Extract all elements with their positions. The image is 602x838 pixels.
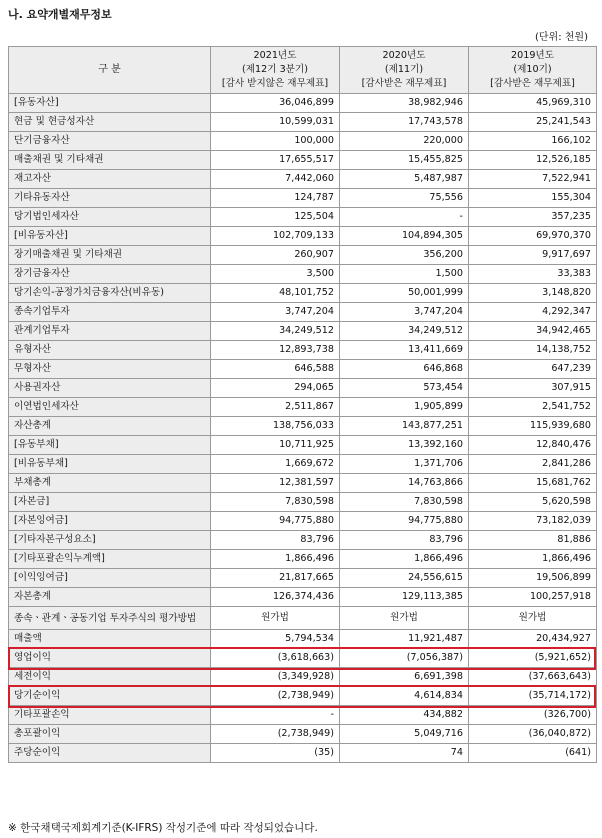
row-label: [자본금] — [9, 493, 211, 512]
row-value: (326,700) — [469, 706, 597, 725]
row-value: 125,504 — [211, 208, 340, 227]
row-value: 2,511,867 — [211, 398, 340, 417]
row-value: 69,970,370 — [469, 227, 597, 246]
row-value: 13,392,160 — [340, 436, 469, 455]
header-col-year: 2020년도 — [382, 50, 426, 61]
row-value: 260,907 — [211, 246, 340, 265]
table-row — [9, 649, 597, 668]
row-value: 21,817,665 — [211, 569, 340, 588]
row-value: 11,921,487 — [340, 630, 469, 649]
row-value: - — [340, 208, 469, 227]
header-col-period: (제12기 3분기) — [242, 64, 308, 75]
row-value: 48,101,752 — [211, 284, 340, 303]
table-row — [9, 607, 597, 630]
row-value: 원가법 — [340, 607, 469, 630]
row-value: 19,506,899 — [469, 569, 597, 588]
table-row — [9, 94, 597, 113]
row-label: [비유동부채] — [9, 455, 211, 474]
row-label: 기타유동자산 — [9, 189, 211, 208]
row-value: 24,556,615 — [340, 569, 469, 588]
row-label: 유형자산 — [9, 341, 211, 360]
row-value: 1,866,496 — [340, 550, 469, 569]
row-value: 166,102 — [469, 132, 597, 151]
row-value: (3,618,663) — [211, 649, 340, 668]
row-value: 원가법 — [469, 607, 597, 630]
row-value: 17,743,578 — [340, 113, 469, 132]
row-value: 1,866,496 — [211, 550, 340, 569]
row-value: (5,921,652) — [469, 649, 597, 668]
row-value: 13,411,669 — [340, 341, 469, 360]
row-value: 12,381,597 — [211, 474, 340, 493]
unit-label: (단위: 천원) — [535, 32, 588, 43]
row-value: 129,113,385 — [340, 588, 469, 607]
row-value: 3,148,820 — [469, 284, 597, 303]
table-row — [9, 113, 597, 132]
row-label: [비유동자산] — [9, 227, 211, 246]
table-row — [9, 725, 597, 744]
row-value: 45,969,310 — [469, 94, 597, 113]
row-label: 주당순이익 — [9, 744, 211, 763]
row-label: 기타포괄손익 — [9, 706, 211, 725]
header-col-2019 — [469, 47, 597, 94]
table-row — [9, 303, 597, 322]
row-value: 25,241,543 — [469, 113, 597, 132]
row-label: 재고자산 — [9, 170, 211, 189]
row-value: 647,239 — [469, 360, 597, 379]
row-value: 20,434,927 — [469, 630, 597, 649]
row-value: 104,894,305 — [340, 227, 469, 246]
row-label: [기타포괄손익누계액] — [9, 550, 211, 569]
row-label: [이익잉여금] — [9, 569, 211, 588]
row-value: 3,500 — [211, 265, 340, 284]
row-value: 1,500 — [340, 265, 469, 284]
row-label: 관계기업투자 — [9, 322, 211, 341]
row-label: [유동부채] — [9, 436, 211, 455]
row-value: 3,747,204 — [340, 303, 469, 322]
table-row — [9, 493, 597, 512]
row-label: 단기금융자산 — [9, 132, 211, 151]
row-value: 34,249,512 — [340, 322, 469, 341]
row-value: 155,304 — [469, 189, 597, 208]
row-value: 102,709,133 — [211, 227, 340, 246]
row-value: 7,522,941 — [469, 170, 597, 189]
table-row — [9, 687, 597, 706]
table-row — [9, 246, 597, 265]
row-value: 94,775,880 — [340, 512, 469, 531]
row-label: 당기순이익 — [9, 687, 211, 706]
row-value: 14,138,752 — [469, 341, 597, 360]
row-label: 장기매출채권 및 기타채권 — [9, 246, 211, 265]
row-label: 부채총계 — [9, 474, 211, 493]
table-row — [9, 170, 597, 189]
row-value: 75,556 — [340, 189, 469, 208]
row-value: 1,905,899 — [340, 398, 469, 417]
row-label: 종속기업투자 — [9, 303, 211, 322]
header-col-2020 — [340, 47, 469, 94]
row-value: (37,663,643) — [469, 668, 597, 687]
row-label: 이연법인세자산 — [9, 398, 211, 417]
row-value: 10,711,925 — [211, 436, 340, 455]
row-value: 73,182,039 — [469, 512, 597, 531]
row-value: 115,939,680 — [469, 417, 597, 436]
row-value: 143,877,251 — [340, 417, 469, 436]
table-row — [9, 668, 597, 687]
table-row — [9, 474, 597, 493]
table-row — [9, 132, 597, 151]
table-row — [9, 417, 597, 436]
row-label: 세전이익 — [9, 668, 211, 687]
row-label: 사용권자산 — [9, 379, 211, 398]
row-value: 2,541,752 — [469, 398, 597, 417]
row-value: 220,000 — [340, 132, 469, 151]
section-title: 나. 요약개별재무정보 — [8, 8, 112, 21]
row-value: 646,868 — [340, 360, 469, 379]
row-value: 81,886 — [469, 531, 597, 550]
row-label: 영업이익 — [9, 649, 211, 668]
row-value: 7,442,060 — [211, 170, 340, 189]
row-label: [유동자산] — [9, 94, 211, 113]
row-value: 307,915 — [469, 379, 597, 398]
row-label: 매출채권 및 기타채권 — [9, 151, 211, 170]
row-label: 당기손익-공정가치금융자산(비유동) — [9, 284, 211, 303]
row-value: 9,917,697 — [469, 246, 597, 265]
row-value: 1,866,496 — [469, 550, 597, 569]
row-value: 126,374,436 — [211, 588, 340, 607]
table-row — [9, 398, 597, 417]
table-row — [9, 208, 597, 227]
header-col-year: 2019년도 — [511, 50, 554, 61]
header-col-audit: [감사받은 재무제표] — [361, 78, 447, 89]
row-value: 38,982,946 — [340, 94, 469, 113]
table-row — [9, 151, 597, 170]
row-value: 124,787 — [211, 189, 340, 208]
table-row — [9, 227, 597, 246]
row-label: 종속ㆍ관계ㆍ공동기업 투자주식의 평가방법 — [9, 607, 211, 630]
row-value: 12,893,738 — [211, 341, 340, 360]
row-value: (641) — [469, 744, 597, 763]
row-value: 357,235 — [469, 208, 597, 227]
table-row — [9, 569, 597, 588]
row-label: 총포괄이익 — [9, 725, 211, 744]
table-row — [9, 744, 597, 763]
row-value: (7,056,387) — [340, 649, 469, 668]
row-value: 7,830,598 — [211, 493, 340, 512]
row-value: (2,738,949) — [211, 687, 340, 706]
table-row — [9, 630, 597, 649]
row-value: 573,454 — [340, 379, 469, 398]
row-value: 434,882 — [340, 706, 469, 725]
row-value: 14,763,866 — [340, 474, 469, 493]
header-col-2021 — [211, 47, 340, 94]
table-row — [9, 341, 597, 360]
row-value: 5,049,716 — [340, 725, 469, 744]
table-row — [9, 512, 597, 531]
row-value: (35) — [211, 744, 340, 763]
row-value: 83,796 — [340, 531, 469, 550]
table-row — [9, 588, 597, 607]
table-row — [9, 360, 597, 379]
row-value: 138,756,033 — [211, 417, 340, 436]
row-value: - — [211, 706, 340, 725]
row-value: (36,040,872) — [469, 725, 597, 744]
table-row — [9, 189, 597, 208]
table-row — [9, 284, 597, 303]
row-value: 33,383 — [469, 265, 597, 284]
table-row — [9, 379, 597, 398]
table-row — [9, 322, 597, 341]
row-value: 74 — [340, 744, 469, 763]
row-label: 현금 및 현금성자산 — [9, 113, 211, 132]
row-value: 12,526,185 — [469, 151, 597, 170]
row-value: 294,065 — [211, 379, 340, 398]
row-value: 15,681,762 — [469, 474, 597, 493]
header-col-audit: [감사 받지않은 재무제표] — [221, 78, 329, 89]
row-value: 2,841,286 — [469, 455, 597, 474]
row-value: 94,775,880 — [211, 512, 340, 531]
table-row — [9, 436, 597, 455]
row-value: 50,001,999 — [340, 284, 469, 303]
row-label: 장기금융자산 — [9, 265, 211, 284]
header-col-period: (제10기) — [513, 64, 552, 75]
row-label: 무형자산 — [9, 360, 211, 379]
row-value: 6,691,398 — [340, 668, 469, 687]
row-value: 100,257,918 — [469, 588, 597, 607]
row-label: 매출액 — [9, 630, 211, 649]
row-value: 1,669,672 — [211, 455, 340, 474]
row-value: 10,599,031 — [211, 113, 340, 132]
row-value: 4,614,834 — [340, 687, 469, 706]
header-col-audit: [감사받은 재무제표] — [490, 78, 575, 89]
row-value: 17,655,517 — [211, 151, 340, 170]
row-value: 3,747,204 — [211, 303, 340, 322]
row-value: 100,000 — [211, 132, 340, 151]
financial-summary-table — [8, 46, 597, 763]
row-value: 34,942,465 — [469, 322, 597, 341]
row-label: [기타자본구성요소] — [9, 531, 211, 550]
table-row — [9, 265, 597, 284]
row-value: 5,794,534 — [211, 630, 340, 649]
header-col-year: 2021년도 — [253, 50, 297, 61]
header-label: 구 분 — [9, 47, 211, 94]
row-label: [자본잉여금] — [9, 512, 211, 531]
table-row — [9, 531, 597, 550]
row-value: 7,830,598 — [340, 493, 469, 512]
row-value: 12,840,476 — [469, 436, 597, 455]
row-value: (35,714,172) — [469, 687, 597, 706]
row-value: 34,249,512 — [211, 322, 340, 341]
table-row — [9, 455, 597, 474]
header-col-period: (제11기) — [384, 64, 424, 75]
row-value: (2,738,949) — [211, 725, 340, 744]
row-value: 15,455,825 — [340, 151, 469, 170]
table-row — [9, 550, 597, 569]
row-label: 자본총계 — [9, 588, 211, 607]
row-value: 36,046,899 — [211, 94, 340, 113]
row-value: 1,371,706 — [340, 455, 469, 474]
row-value: 5,620,598 — [469, 493, 597, 512]
row-label: 자산총계 — [9, 417, 211, 436]
row-value: 원가법 — [211, 607, 340, 630]
row-value: 646,588 — [211, 360, 340, 379]
row-label: 당기법인세자산 — [9, 208, 211, 227]
row-value: 5,487,987 — [340, 170, 469, 189]
row-value: 83,796 — [211, 531, 340, 550]
table-header-row — [9, 47, 597, 94]
row-value: 4,292,347 — [469, 303, 597, 322]
footnote: ※ 한국채택국제회계기준(K-IFRS) 작성기준에 따라 작성되었습니다. — [8, 822, 318, 834]
row-value: 356,200 — [340, 246, 469, 265]
row-value: (3,349,928) — [211, 668, 340, 687]
table-row — [9, 706, 597, 725]
